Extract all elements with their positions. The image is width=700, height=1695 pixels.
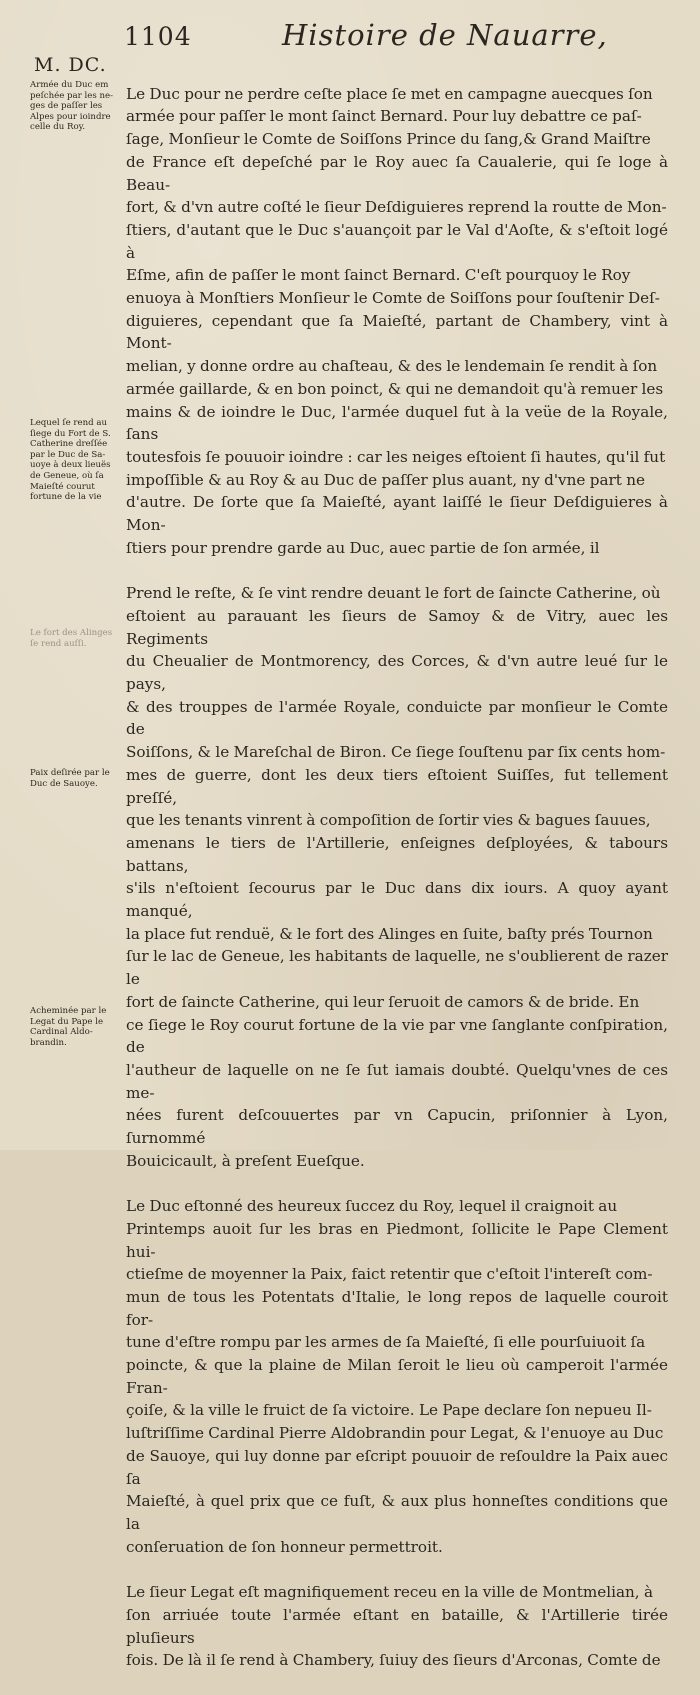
paragraph-legate: Le ſieur Legat eſt magnifiquement receu en la ville de Montmelian, à ſon arriuée toute l'armée eſtant en bataille, & l'Artillerie tirée pluſieurs fois. De là il ſe rend à Chambery, ſuiuy des ſieurs d'Arconas, Comte de <box>126 1583 668 1670</box>
paragraph-peace: Le Duc eſtonné des heureux ſuccez du Roy, lequel il craignoit au Printemps auoit ſur les bras en Piedmont, ſollicite le Pape Clement hui- ctieſme de moyenner la Paix, faict retentir que c'eſtoit l'intereſt com- mun de tous les Potentats d'Italie, le long repos de laquelle couroit for- tune d'eſtre rompu par les armes de ſa Maieſté, ſi elle pourſuiuoit ſa poincte, & que la plaine de Milan ſeroit le lieu où camperoit l'armée Fran- çoiſe, & la ville le fruict de ſa victoire. Le Pape declare ſon nepueu Il- luſtriſſime Cardinal Pierre Aldobrandin pour Legat, & l'enuoye au Duc de Sauoye, qui luy donne par eſcript pouuoir de reſouldre la Paix auec ſa Maieſté, à quel prix que ce fuſt, & aux plus honneſtes conditions que la conſeruation de ſon honneur permettroit. <box>126 1197 668 1556</box>
margin-note-legate: Acheminée par le Legat du Pape le Cardinal Aldo- brandin. <box>30 1006 107 1048</box>
paragraph-siege: Prend le reſte, & ſe vint rendre deuant le fort de ſaincte Catherine, où eſtoient au parauant les ſieurs de Samoy & de Vitry, auec les Regiments du Cheualier de Montmorency, des Corces, & d'vn autre leué ſur le pays, & des trouppes de l'armée Royale, conduicte par monſieur le Comte de Soiſſons, & le Mareſchal de Biron. Ce ſiege ſouſtenu par ſix cents hom- mes de guerre, dont les deux tiers eſtoient Suiſſes, fut tellement preſſé, que les tenants vinrent à compoſition de ſortir vies & bagues ſauues, amenans le tiers de l'Artillerie, enſeignes deſployées, & tabours battans, s'ils n'eſtoient ſecourus par le Duc dans dix iours. A quoy ayant manqué, la place fut renduë, & le fort des Alinges en ſuite, baſty prés Tournon ſur le lac de Geneue, les habitants de laquelle, ne s'oublierent de razer le fort de ſaincte Catherine, qui leur ſeruoit de camors & de bride. En ce ſiege le Roy courut fortune de la vie par vne ſanglante conſpiration, de l'autheur de laquelle on ne ſe ſut iamais doubté. Quelqu'vnes de ces me- nées furent deſcouuertes par vn Capucin, priſonnier à Lyon, ſurnommé Bouicicault, à preſent Eueſque. <box>126 584 668 1170</box>
year-marker: M. DC. <box>34 54 107 76</box>
main-text <box>126 60 668 1695</box>
margin-note-fort-alinges: Le fort des Alinges ſe rend auſſi. <box>30 628 113 649</box>
page-number: 1104 <box>124 22 192 51</box>
paragraph-duke-campaign: Le Duc pour ne perdre ceſte place ſe met en campagne auecques ſon armée pour paſſer le mont ſainct Bernard. Pour luy debattre ce paſ- ſage, Monſieur le Comte de Soiſſons Prince du ſang,& Grand Maiſtre de France eſt depeſché par le Roy auec ſa Caualerie, qui ſe loge à Beau- fort, & d'vn autre coſté le ſieur Deſdiguieres reprend la routte de Mon- ſtiers, d'autant que le Duc s'auançoit par le Val d'Aoſte, & s'eſtoit logé à Eſme, afin de paſſer le mont ſainct Bernard. C'eſt pourquoy le Roy enuoya à Monſtiers Monſieur le Comte de Soiſſons pour ſouſtenir Deſ- diguieres, cependant que ſa Maieſté, partant de Chambery, vint à Mont- melian, y donne ordre au chaſteau, & des le lendemain ſe rendit à ſon armée gaillarde, & en bon poinct, & qui ne demandoit qu'à remuer les mains & de ioindre le Duc, l'armée duquel fut à la veüe de la Royale, ſans toutesfois ſe pouuoir ioindre : car les neiges eſtoient ſi hautes, qu'il fut impoſſible & au Roy & au Duc de paſſer plus auant, ny d'vne part ne d'autre. De ſorte que ſa Maieſté, ayant laiſſé le ſieur Deſdiguieres à Mon- ſtiers pour prendre garde au Duc, auec partie de ſon armée, il <box>126 84 668 557</box>
margin-note-peace-desired: Paix deſirée par le Duc de Sauoye. <box>30 768 110 789</box>
margin-note-army-blocked: Armée du Duc em peſchée par les ne- ges de paſſer les Alpes pour ioindre celle du Roy. <box>30 80 113 133</box>
page-header <box>0 4 700 76</box>
margin-note-siege-sainte-catherine: Lequel ſe rend au ſiege du Fort de S. Catherine dreſſée par le Duc de Sa- uoye à deux lieuës de Geneue, où ſa Maieſté courut fortune de la vie <box>30 418 111 503</box>
running-title: Histoire de Nauarre, <box>282 18 608 52</box>
